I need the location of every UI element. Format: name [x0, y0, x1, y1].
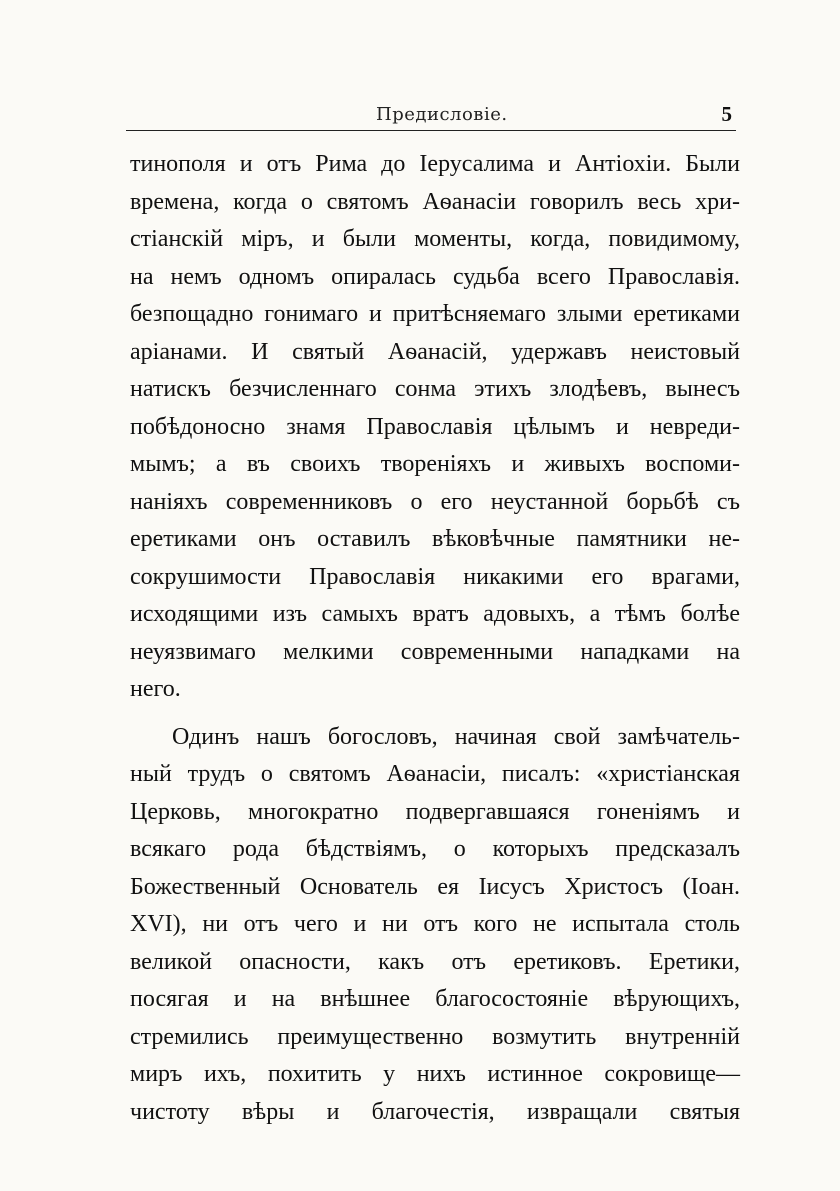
text-line: ный трудъ о святомъ Аѳанасіи, писалъ: «христіанская [130, 761, 740, 787]
text-line: стіанскій міръ, и были моменты, когда, повидимому, [130, 226, 740, 252]
text-line: Одинъ нашъ богословъ, начиная свой замѣчатель- [172, 723, 740, 750]
text-line: времена, когда о святомъ Аѳанасіи говорилъ весь хри- [130, 188, 740, 215]
text-line: исходящими изъ самыхъ вратъ адовыхъ, а тѣмъ болѣе [130, 601, 740, 627]
paragraph-1 [130, 146, 740, 709]
text-line: чистоту вѣры и благочестія, извращали святыя [130, 1098, 740, 1125]
text-line: побѣдоносно знамя Православія цѣлымъ и невреди- [130, 413, 740, 440]
text-line: Церковь, многократно подвергавшаяся гоненіямъ и [130, 798, 740, 825]
text-line: Божественный Основатель ея Іисусъ Христосъ (Іоан. [130, 873, 740, 900]
text-line: посягая и на внѣшнее благосостояніе вѣрующихъ, [130, 986, 740, 1012]
text-line: еретиками онъ оставилъ вѣковѣчные памятники не- [130, 526, 740, 552]
text-line: наніяхъ современниковъ о его неустанной борьбѣ съ [130, 488, 740, 515]
text-line: XVI), ни отъ чего и ни отъ кого не испытала столь [130, 911, 740, 937]
text-line: него. [130, 676, 181, 702]
paragraph-2 [130, 719, 740, 1132]
text-line: тинополя и отъ Рима до Іерусалима и Антіохіи. Были [130, 151, 740, 177]
text-line: великой опасности, какъ отъ еретиковъ. Еретики, [130, 948, 740, 975]
text-line: аріанами. И святый Аѳанасій, удержавъ неистовый [130, 338, 740, 365]
text-line: безпощадно гонимаго и притѣсняемаго злыми еретиками [130, 301, 740, 327]
text-line: неуязвимаго мелкими современными нападками на [130, 638, 740, 665]
body-text [130, 146, 740, 1131]
paragraph-gap [130, 709, 740, 719]
text-line: миръ ихъ, похитить у нихъ истинное сокровище— [130, 1061, 740, 1087]
text-line: мымъ; а въ своихъ твореніяхъ и живыхъ воспоми- [130, 451, 740, 477]
page-header [128, 104, 738, 130]
page-number: 5 [721, 102, 732, 126]
running-title: Предисловіе. [376, 104, 508, 125]
text-line: натискъ безчисленнаго сонма этихъ злодѣевъ, вынесъ [130, 376, 740, 402]
header-rule [126, 130, 736, 131]
text-line: стремились преимущественно возмутить внутренній [130, 1023, 740, 1050]
text-line: всякаго рода бѣдствіямъ, о которыхъ предсказалъ [130, 836, 740, 862]
text-line: сокрушимости Православія никакими его врагами, [130, 563, 740, 590]
text-line: на немъ одномъ опиралась судьба всего Православія. [130, 263, 740, 290]
